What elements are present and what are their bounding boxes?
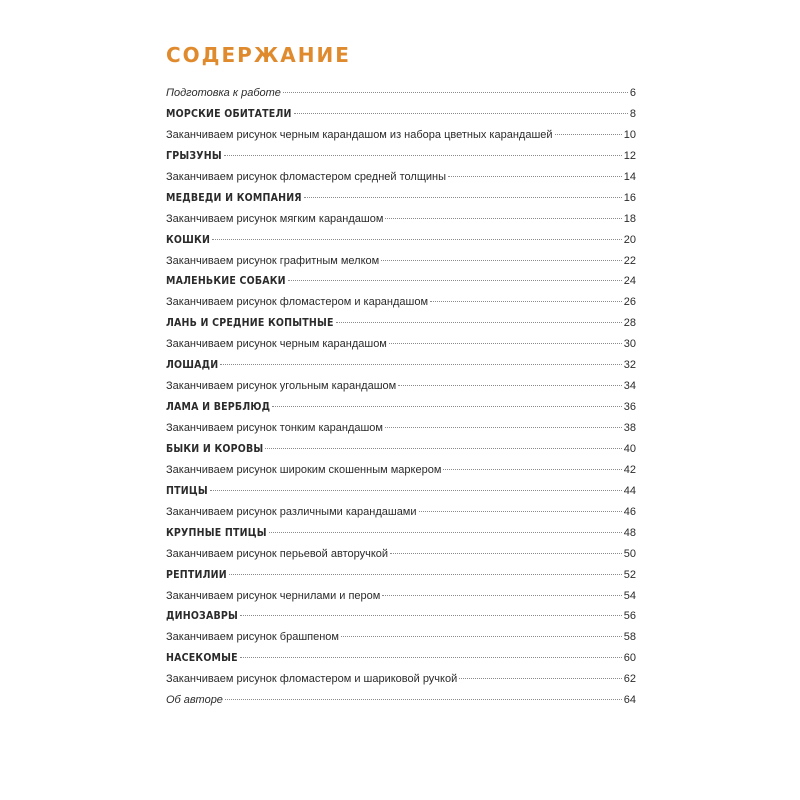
toc-entry-label: Заканчиваем рисунок различными карандашами [166,505,417,518]
toc-entry-page-number: 50 [623,547,636,560]
toc-entry-label: Заканчиваем рисунок мягким карандашом [166,212,384,225]
toc-entry-page-number: 60 [623,652,636,665]
dot-leader [265,448,621,449]
toc-entry-page-number: 64 [623,694,636,707]
dot-leader [240,657,622,658]
toc-entry-label: Заканчиваем рисунок чернилами и пером [166,589,381,602]
dot-leader [229,574,622,575]
toc-section-entry [166,359,636,380]
toc-entry-page-number: 52 [623,568,636,581]
toc-entry [166,213,636,234]
dot-leader [224,155,622,156]
dot-leader [430,301,622,302]
toc-entry-page-number: 42 [623,463,636,476]
dot-leader [304,197,622,198]
toc-entry-label: ГРЫЗУНЫ [166,149,222,162]
toc-entry-page-number: 56 [623,610,636,623]
toc-entry [166,338,636,359]
dot-leader [288,280,622,281]
toc-entry-page-number: 36 [623,401,636,414]
toc-section-entry [166,569,636,590]
toc-entry-label: Заканчиваем рисунок брашпеном [166,631,339,644]
dot-leader [390,553,622,554]
toc-entry-label: БЫКИ И КОРОВЫ [166,442,264,455]
toc-entry-label: РЕПТИЛИИ [166,568,227,581]
toc-entry-label: Об авторе [166,694,223,707]
toc-entry-page-number: 20 [623,233,636,246]
dot-leader [419,511,622,512]
dot-leader [336,322,622,323]
toc-entry [166,590,636,611]
toc-entry [166,129,636,150]
dot-leader [459,678,622,679]
toc-entry-page-number: 62 [623,673,636,686]
toc-list [166,87,636,715]
toc-section-entry [166,610,636,631]
toc-entry-page-number: 14 [623,170,636,183]
toc-entry-page-number: 40 [623,442,636,455]
toc-entry-label: Заканчиваем рисунок перьевой авторучкой [166,547,389,560]
toc-entry [166,171,636,192]
toc-section-entry [166,275,636,296]
toc-section-entry [166,317,636,338]
dot-leader [341,636,622,637]
toc-entry-page-number: 44 [623,484,636,497]
dot-leader [385,218,621,219]
toc-entry-label: Заканчиваем рисунок графитным мелком [166,254,380,267]
toc-entry-label: КОШКИ [166,233,211,246]
toc-entry-page-number: 22 [623,254,636,267]
dot-leader [381,260,622,261]
toc-section-entry [166,150,636,171]
toc-entry-label: Заканчиваем рисунок черным карандашом [166,338,387,351]
toc-entry-label: МАЛЕНЬКИЕ СОБАКИ [166,275,286,288]
toc-entry-page-number: 32 [623,359,636,372]
toc-entry-label: Заканчиваем рисунок угольным карандашом [166,380,397,393]
toc-entry-page-number: 28 [623,317,636,330]
dot-leader [382,595,621,596]
toc-title: СОДЕРЖАНИЕ [166,43,351,67]
toc-entry-page-number: 46 [623,505,636,518]
dot-leader [389,343,622,344]
toc-entry-label: ЛАМА И ВЕРБЛЮД [166,401,271,414]
dot-leader [283,92,628,93]
toc-entry-label: МЕДВЕДИ И КОМПАНИЯ [166,191,302,204]
toc-entry-page-number: 24 [623,275,636,288]
toc-entry [166,464,636,485]
toc-entry-label: Заканчиваем рисунок фломастером средней толщины [166,170,447,183]
dot-leader [443,469,621,470]
toc-entry-label: НАСЕКОМЫЕ [166,652,238,665]
toc-entry-label: ПТИЦЫ [166,484,208,497]
toc-entry-label: ЛОШАДИ [166,359,219,372]
dot-leader [212,239,622,240]
toc-entry-label: Заканчиваем рисунок тонким карандашом [166,422,383,434]
toc-section-entry [166,527,636,548]
dot-leader [240,615,622,616]
toc-entry-label: МОРСКИЕ ОБИТАТЕЛИ [166,107,292,120]
dot-leader [555,134,622,135]
dot-leader [448,176,622,177]
toc-entry-page-number: 16 [623,191,636,204]
toc-entry-page-number: 38 [623,422,636,434]
dot-leader [220,364,621,365]
toc-entry [166,87,636,108]
toc-section-entry [166,485,636,506]
toc-entry-page-number: 54 [623,589,636,602]
toc-entry [166,506,636,527]
toc-entry-label: Подготовка к работе [166,87,281,99]
toc-entry [166,296,636,317]
toc-entry-page-number: 48 [623,526,636,539]
toc-entry-page-number: 10 [623,128,636,141]
toc-entry-page-number: 30 [623,338,636,351]
toc-section-entry [166,108,636,129]
toc-entry-page-number: 8 [629,107,636,120]
dot-leader [398,385,622,386]
toc-entry-label: Заканчиваем рисунок фломастером и карандашом [166,296,429,309]
toc-entry [166,422,636,443]
toc-entry-page-number: 6 [629,87,636,99]
toc-section-entry [166,192,636,213]
toc-entry-label: ЛАНЬ И СРЕДНИЕ КОПЫТНЫЕ [166,317,334,330]
toc-page [166,40,636,715]
toc-entry-label: ДИНОЗАВРЫ [166,610,238,623]
toc-entry [166,380,636,401]
toc-entry [166,548,636,569]
dot-leader [294,113,628,114]
toc-entry-label: Заканчиваем рисунок черным карандашом из набора цветных карандашей [166,128,553,141]
toc-section-entry [166,401,636,422]
toc-entry-page-number: 26 [623,296,636,309]
toc-section-entry [166,443,636,464]
toc-entry-page-number: 34 [623,380,636,393]
dot-leader [385,427,622,428]
toc-entry [166,255,636,276]
toc-entry-page-number: 18 [623,212,636,225]
toc-entry [166,673,636,694]
toc-entry-page-number: 58 [623,631,636,644]
dot-leader [210,490,622,491]
toc-entry-label: Заканчиваем рисунок широким скошенным маркером [166,463,442,476]
toc-section-entry [166,234,636,255]
toc-entry-label: КРУПНЫЕ ПТИЦЫ [166,526,267,539]
dot-leader [225,699,622,700]
toc-entry [166,694,636,715]
dot-leader [269,532,622,533]
toc-section-entry [166,652,636,673]
toc-entry [166,631,636,652]
toc-entry-page-number: 12 [623,149,636,162]
dot-leader [272,406,621,407]
toc-entry-label: Заканчиваем рисунок фломастером и шариковой ручкой [166,673,458,686]
